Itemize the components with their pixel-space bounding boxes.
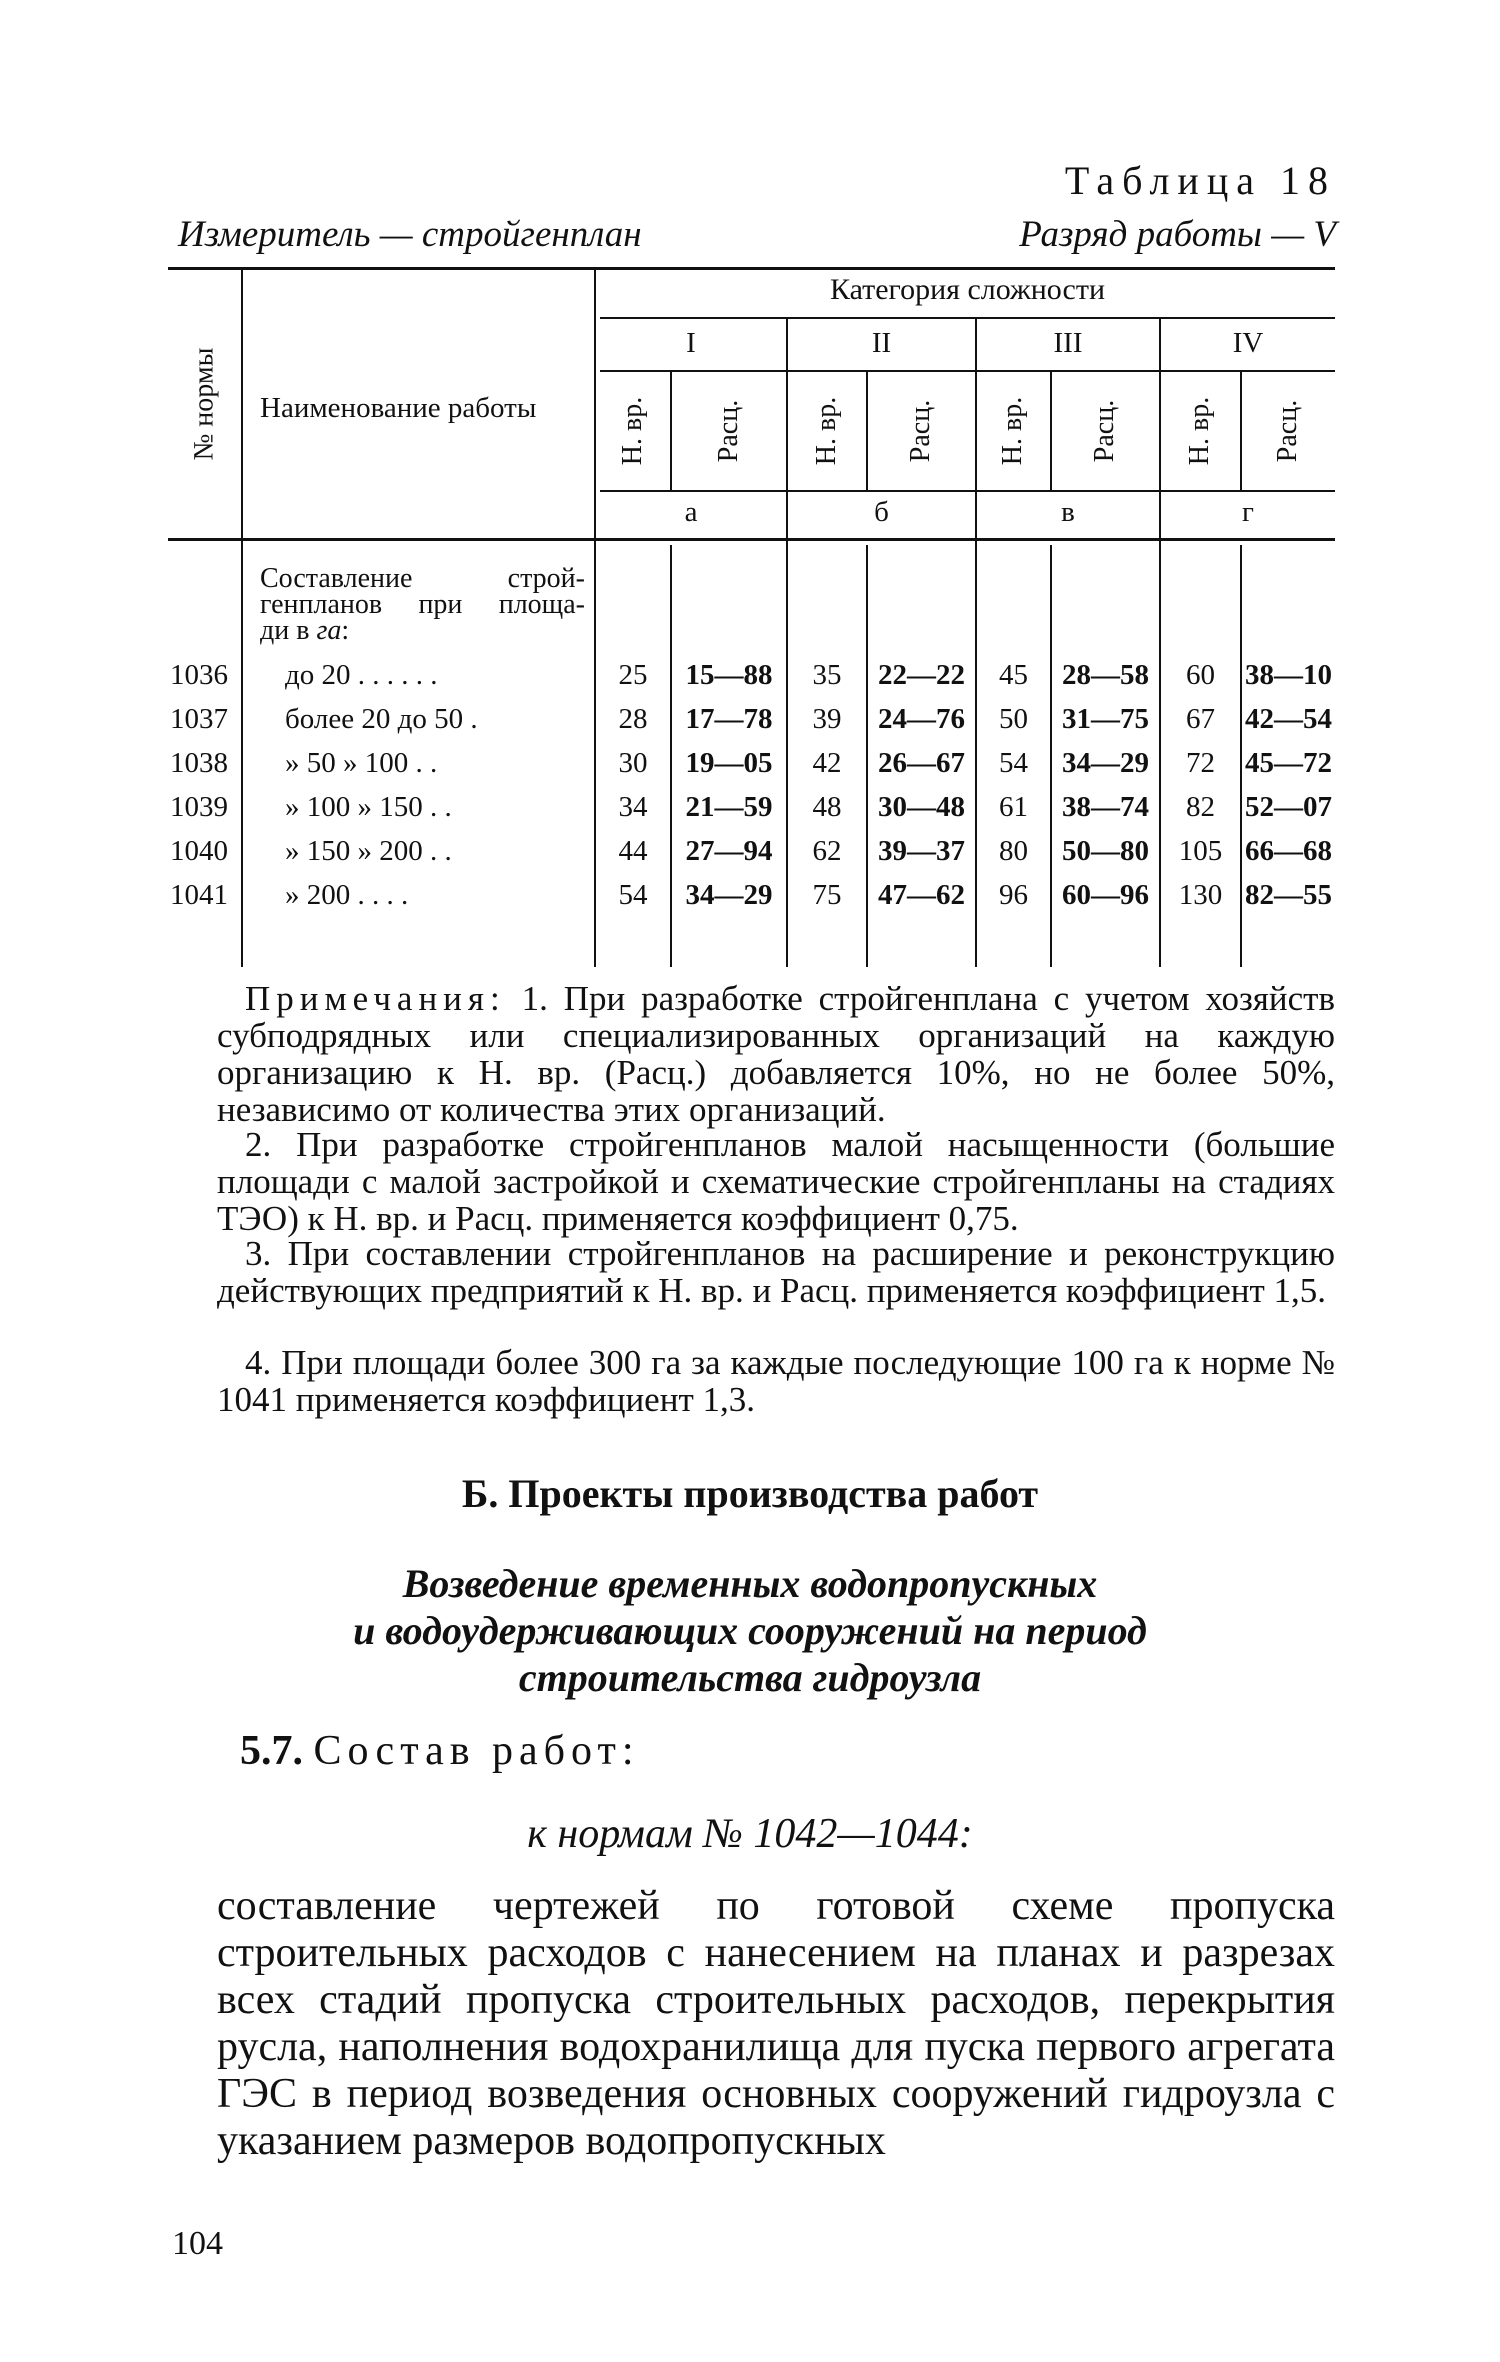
section-subtitle: Возведение временных водопропускных и водоудерживающих сооружений на период строительства гидроузла <box>353 1561 1147 1700</box>
category-2: II <box>871 327 892 359</box>
rate-cell: 38—74 <box>1062 791 1149 823</box>
category-3: III <box>1053 327 1083 359</box>
rate-cell: 82—55 <box>1245 879 1332 911</box>
rate-cell: 22—22 <box>878 659 965 691</box>
meter-label: Измеритель — стройгенплан <box>178 214 642 255</box>
letter-g: г <box>1242 496 1254 528</box>
rate-cell: 50—80 <box>1062 835 1149 867</box>
rate-cell: 27—94 <box>685 835 773 867</box>
sub-hvr-1: Н. вр. <box>616 396 648 466</box>
rate-cell: 30—48 <box>878 791 965 823</box>
norm-number: 1041 <box>170 879 228 911</box>
rate-cell: 42—54 <box>1245 703 1332 735</box>
sub-hvr-3: Н. вр. <box>997 396 1029 466</box>
rate-cell: 38—10 <box>1245 659 1332 691</box>
norm-number: 1039 <box>170 791 228 823</box>
sub-hvr-4: Н. вр. <box>1184 396 1216 466</box>
col-name-header: Наименование работы <box>260 392 537 424</box>
sub-rasc-1: Расц. <box>712 399 744 463</box>
page-number: 104 <box>172 2225 223 2262</box>
rate-cell: 28—58 <box>1062 659 1149 691</box>
rate-cell: 52—07 <box>1245 791 1332 823</box>
rate-cell: 24—76 <box>878 703 965 735</box>
letter-a: а <box>684 496 698 528</box>
letter-v: в <box>1061 496 1075 528</box>
norm-time-cell: 25 <box>618 659 648 691</box>
norm-time-cell: 42 <box>812 747 842 779</box>
norm-number: 1036 <box>170 659 228 691</box>
norm-time-cell: 35 <box>812 659 842 691</box>
clause-heading: 5.7. Состав работ: <box>240 1728 640 1774</box>
work-name: более 20 до 50 . <box>285 703 478 735</box>
sub-rasc-2: Расц. <box>905 399 937 463</box>
rate-cell: 34—29 <box>1062 747 1149 779</box>
norm-time-cell: 105 <box>1178 835 1223 867</box>
letter-b: б <box>874 496 889 528</box>
rate-cell: 31—75 <box>1062 703 1149 735</box>
norm-time-cell: 30 <box>618 747 648 779</box>
sub-hvr-2: Н. вр. <box>810 396 842 466</box>
work-name: до 20 . . . . . . <box>285 659 438 691</box>
work-name: » 150 » 200 . . <box>285 835 452 867</box>
sub-rasc-4: Расц. <box>1272 399 1304 463</box>
rate-cell: 26—67 <box>878 747 965 779</box>
norm-time-cell: 67 <box>1186 703 1215 735</box>
rate-cell: 15—88 <box>685 659 773 691</box>
section-title: Б. Проекты производства работ <box>461 1471 1039 1516</box>
rate-cell: 60—96 <box>1062 879 1149 911</box>
col-norm-header: № нормы <box>188 347 219 461</box>
rate-cell: 66—68 <box>1245 835 1332 867</box>
category-4: IV <box>1232 327 1264 359</box>
category-header: Категория сложности <box>829 273 1106 306</box>
norm-time-cell: 54 <box>999 747 1028 779</box>
sub-rasc-3: Расц. <box>1089 399 1121 463</box>
norm-time-cell: 39 <box>812 703 842 735</box>
work-name: » 50 » 100 . . <box>285 747 438 779</box>
norm-time-cell: 44 <box>618 835 648 867</box>
norm-time-cell: 50 <box>999 703 1028 735</box>
norm-number: 1040 <box>170 835 228 867</box>
note-4: 4. При площади более 300 га за каждые последующие 100 га к норме № 1041 применяется коэффициент 1,3. <box>217 1343 1335 1419</box>
note-1: Примечания: 1. При разработке стройгенплана с учетом хозяйств субподрядных или специализированных организаций на каждую организацию к Н. вр. (Расц.) добавляется 10%, но не более 50%, независимо от количества этих организаций. <box>217 979 1335 1129</box>
section-body: составление чертежей по готовой схеме пропуска строительных расходов с нанесением на планах и разрезах всех стадий пропуска строительных расходов, перекрытия русла, наполнения водохранилища для пуска первого агрегата ГЭС в период возведения основных сооружений гидроузла с указанием размеров водопропускных <box>217 1883 1335 2164</box>
rate-cell: 21—59 <box>685 791 773 823</box>
group-title: Составление строй- генпланов при площа- ди в га: <box>260 563 585 646</box>
rate-cell: 47—62 <box>878 879 965 911</box>
norm-time-cell: 72 <box>1186 747 1215 779</box>
norm-time-cell: 96 <box>999 879 1028 911</box>
norm-time-cell: 54 <box>618 879 648 911</box>
table-label: Таблица 18 <box>1064 158 1336 203</box>
work-name: » 100 » 150 . . <box>285 791 452 823</box>
norm-time-cell: 80 <box>999 835 1028 867</box>
norm-time-cell: 45 <box>999 659 1028 691</box>
rate-cell: 45—72 <box>1245 747 1332 779</box>
norm-number: 1037 <box>170 703 228 735</box>
norm-time-cell: 34 <box>618 791 648 823</box>
category-1: I <box>686 327 696 359</box>
norm-number: 1038 <box>170 747 228 779</box>
rate-cell: 19—05 <box>685 747 773 779</box>
note-3: 3. При составлении стройгенпланов на расширение и реконструкцию действующих предприятий к Н. вр. и Расц. применяется коэффициент 1,5. <box>217 1234 1335 1310</box>
norm-time-cell: 28 <box>618 703 648 735</box>
rate-cell: 39—37 <box>878 835 965 867</box>
rate-cell: 17—78 <box>685 703 773 735</box>
norms-reference: к нормам № 1042—1044: <box>527 1811 973 1857</box>
norm-time-cell: 82 <box>1186 791 1215 823</box>
norm-time-cell: 60 <box>1186 659 1215 691</box>
note-2: 2. При разработке стройгенпланов малой насыщенности (большие площади с малой застройкой и схематические стройгенпланы на стадиях ТЭО) к Н. вр. и Расц. применяется коэффициент 0,75. <box>217 1125 1335 1238</box>
norm-time-cell: 130 <box>1178 879 1223 911</box>
norm-time-cell: 61 <box>999 791 1028 823</box>
work-name: » 200 . . . . <box>285 879 409 911</box>
grade-label: Разряд работы — V <box>1019 214 1336 255</box>
norm-time-cell: 48 <box>812 791 842 823</box>
rate-cell: 34—29 <box>685 879 773 911</box>
norm-time-cell: 62 <box>812 835 842 867</box>
norm-time-cell: 75 <box>812 879 842 911</box>
